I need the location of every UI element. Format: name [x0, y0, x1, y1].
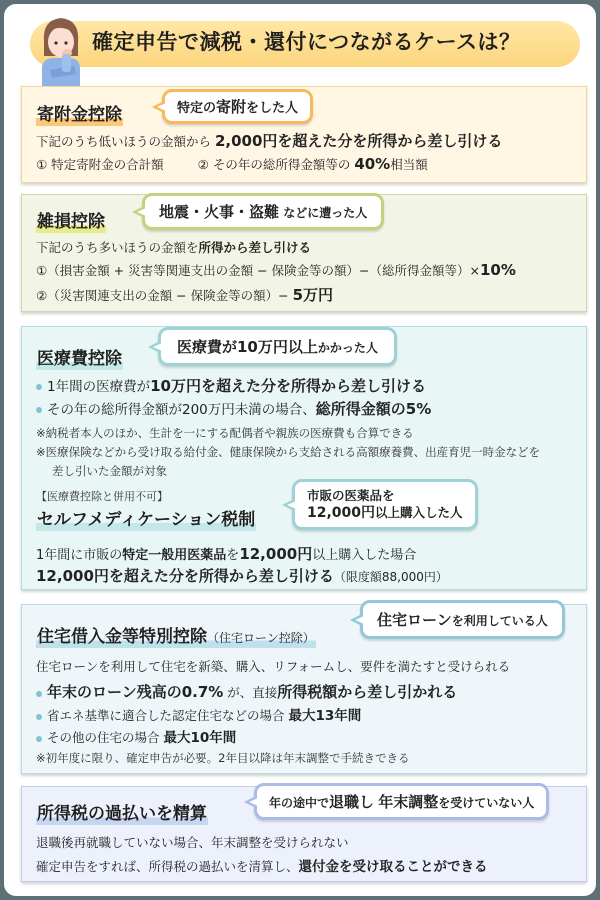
description-line: 確定申告をすれば、所得税の過払いを清算し、還付金を受け取ることができる [36, 859, 488, 875]
bullet-dot-icon [36, 736, 42, 742]
bullet-dot-icon [36, 407, 42, 413]
item-line: ① 特定寄附金の合計額 ② その年の総所得金額等の 40%相当額 [36, 155, 428, 173]
subsection-title: セルフメディケーション税制 [36, 505, 256, 531]
target-bubble: 特定の寄附をした人 [162, 89, 313, 124]
description-line: 下記のうち低いほうの金額から 2,000円を超えた分を所得から差し引ける [36, 132, 503, 150]
section-title: 寄附金控除 [36, 100, 123, 126]
bullet-dot-icon [36, 384, 42, 390]
target-bubble: 地震・火事・盗難 などに遭った人 [142, 193, 384, 230]
section-donation-deduction [21, 86, 587, 183]
target-bubble: 年の途中で退職し 年末調整を受けていない人 [254, 783, 549, 820]
target-bubble: 医療費が10万円以上かかった人 [158, 327, 397, 366]
description-line: 1年間に市販の特定一般用医薬品を12,000円以上購入した場合 [36, 545, 417, 563]
bullet-item: その年の総所得金額が200万円未満の場合、総所得金額の5% [36, 398, 431, 419]
person-thinking-icon [36, 12, 86, 92]
description-line: 退職後再就職していない場合、年末調整を受けられない [36, 835, 349, 850]
section-title: 雑損控除 [36, 207, 106, 233]
section-casualty-deduction [21, 194, 587, 312]
description-line: 下記のうち多いほうの金額を所得から差し引ける [36, 240, 312, 255]
note-line: ※医療保険などから受け取る給付金、健康保険から支給される高額療養費、出産育児一時金などを [36, 445, 541, 459]
bullet-dot-icon [36, 714, 42, 720]
note-line: ※初年度に限り、確定申告が必要。2年目以降は年末調整で手続きできる [36, 751, 410, 765]
note-line: ※納税者本人のほか、生計を一にする配偶者や親族の医療費も合算できる [36, 426, 414, 440]
section-title: 医療費控除 [36, 344, 123, 370]
section-title: 住宅借入金等特別控除（住宅ローン控除） [36, 622, 316, 648]
section-housing-loan-deduction [21, 604, 587, 774]
page-title: 確定申告で減税・還付につながるケースは？ [92, 30, 521, 54]
note-line: 差し引いた金額が対象 [52, 464, 167, 478]
bullet-item: 年末のローン残高の0.7% が、直接所得税額から差し引かれる [36, 681, 457, 702]
section-tax-overpayment [21, 786, 587, 882]
target-bubble: 住宅ローンを利用している人 [360, 600, 565, 639]
target-bubble: 市販の医薬品を 12,000円以上購入した人 [292, 479, 478, 530]
description-line: 12,000円を超えた分を所得から差し引ける（限度額88,000円） [36, 567, 448, 585]
bullet-item: 省エネ基準に適合した認定住宅などの場合 最大13年間 [36, 704, 361, 724]
subsection-tag: 【医療費控除と併用不可】 [36, 490, 168, 503]
intro-line: 住宅ローンを利用して住宅を新築、購入、リフォームし、要件を満たすと受けられる [36, 659, 511, 674]
section-title: 所得税の過払いを精算 [36, 799, 208, 825]
infographic-frame [2, 2, 598, 898]
formula-line-2: ②（災害関連支出の金額 − 保険金等の額）− 5万円 [36, 286, 334, 304]
bullet-dot-icon [36, 691, 42, 697]
section-medical-deduction [21, 326, 587, 590]
bullet-item: その他の住宅の場合 最大10年間 [36, 726, 236, 746]
bullet-item: 1年間の医療費が10万円を超えた分を所得から差し引ける [36, 375, 426, 396]
formula-line-1: ①（損害金額 + 災害等関連支出の金額 − 保険金等の額）−（総所得金額等）×10% [36, 261, 516, 279]
